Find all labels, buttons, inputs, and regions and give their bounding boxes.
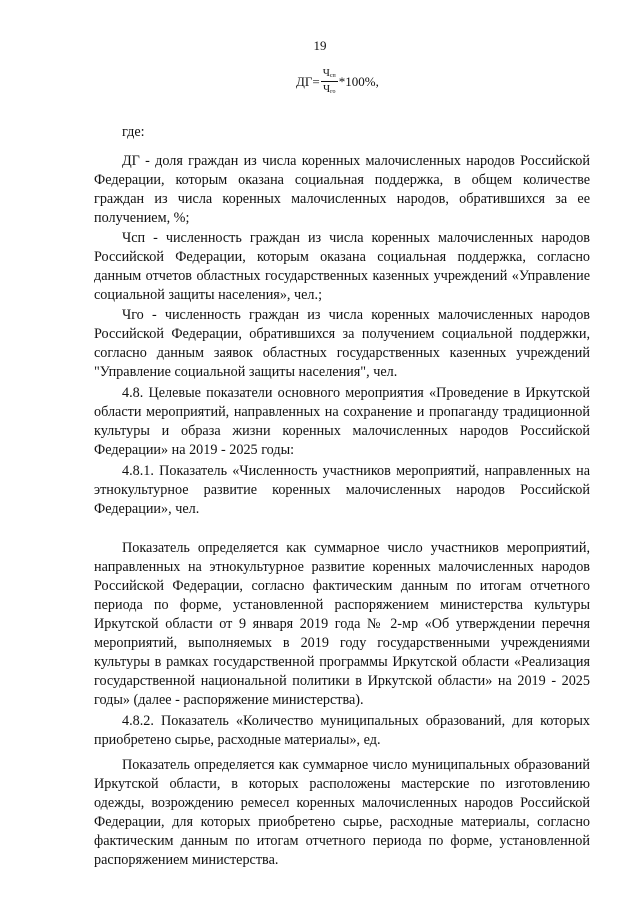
paragraph: Показатель определяется как суммарное число муниципальных образований Иркутской области, в которых расположены мастерские по изготовлению одежды, возрождению ремесел коренных малочисленных народов Российской Федерации, для которых приобретено сырье, расходные материалы, согласно фактическим данным по итогам отчетного периода по форме, установленной распоряжением министерства. — [94, 757, 590, 868]
paragraph-chgo-definition — [94, 306, 590, 382]
paragraph: Показатель определяется как суммарное число участников мероприятий, направленных на этнокультурное развитие коренных малочисленных народов Российской Федерации, согласно фактическим данным по итогам отчетного периода по форме, установленной распоряжением министерства культуры Иркутской области от 9 января 2019 года № 2-мр «Об утверждении перечня мероприятий, выполняемых в 2019 году государственными учреждениями культуры в рамках государственной программы Иркутской области «Реализация государственной национальной политики в Иркутской области» на 2019 - 2025 годы» (далее - распоряжение министерства). — [94, 540, 590, 708]
paragraph: ДГ - доля граждан из числа коренных малочисленных народов Российской Федерации, которым оказана социальная поддержка, в общем количестве граждан из числа коренных малочисленных народов, обратившихся за ее получением, %; — [94, 153, 590, 226]
section-4-8 — [94, 384, 590, 460]
formula — [296, 68, 379, 95]
formula-fraction — [321, 68, 338, 95]
paragraph-4-8-1-method — [94, 539, 590, 710]
section-4-8-1 — [94, 462, 590, 519]
paragraph-dg-definition — [94, 152, 590, 228]
page-number: 19 — [313, 38, 327, 53]
where-label: где: — [122, 124, 145, 140]
formula-numerator: $Ч_{сп}$ — [321, 68, 338, 82]
formula-lhs: ДГ= — [296, 73, 320, 89]
formula-numerator-sub: сп — [329, 73, 336, 79]
paragraph: Чсп - численность граждан из числа коренных малочисленных народов Российской Федерации, которым оказана социальная поддержка, согласно данным отчетов областных государственных казенных учреждений «Управление социальной защиты населения», чел.; — [94, 230, 590, 303]
paragraph: 4.8.1. Показатель «Численность участников мероприятий, направленных на этнокультурное развитие коренных малочисленных народов Российской Федерации», чел. — [94, 463, 590, 517]
formula-denominator-sub: го — [330, 89, 336, 95]
paragraph: 4.8.2. Показатель «Количество муниципальных образований, для которых приобретено сырье, расходные материалы», ед. — [94, 713, 590, 748]
formula-denominator: $Ч_{го}$ — [323, 83, 336, 95]
where-label-block — [94, 123, 590, 142]
formula-multiplier: *100%, — [338, 73, 379, 89]
paragraph: 4.8. Целевые показатели основного мероприятия «Проведение в Иркутской области мероприятий, направленных на сохранение и пропаганду традиционной культуры и образа жизни коренных малочисленных народов Российской Федерации» на 2019 - 2025 годы: — [94, 385, 590, 458]
section-4-8-2 — [94, 712, 590, 750]
paragraph-chsp-definition — [94, 229, 590, 305]
paragraph-4-8-2-method — [94, 756, 590, 870]
paragraph: Чго - численность граждан из числа коренных малочисленных народов Российской Федерации, обратившихся за получением социальной поддержки, согласно данным заявок областных государственных казенных учреждений "Управление социальной защиты населения", чел. — [94, 307, 590, 380]
